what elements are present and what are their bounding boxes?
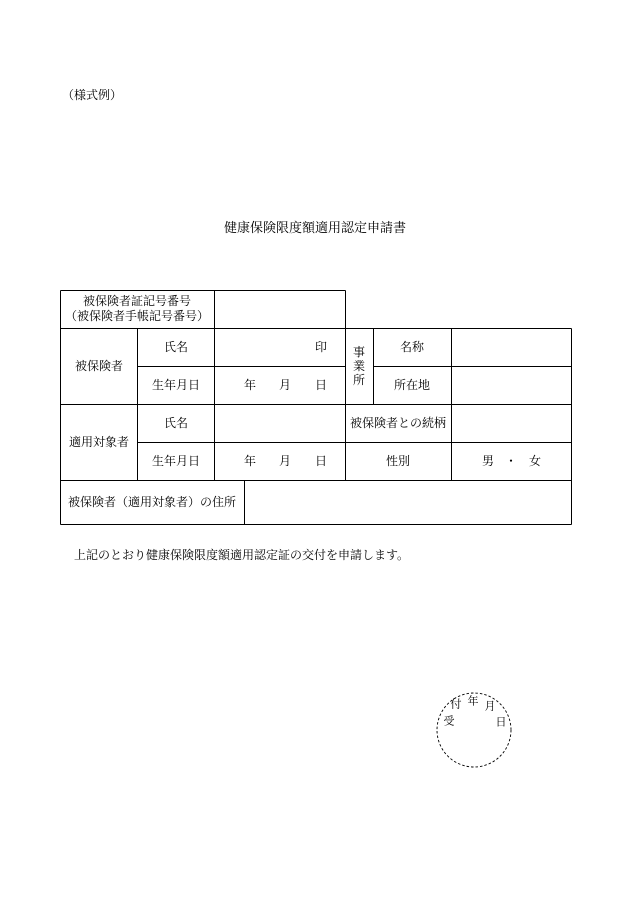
gender-male-option: 男 [481, 454, 495, 468]
card-number-label: 被保険者証記号番号 [82, 294, 192, 308]
insured-person-label: 被保険者 [74, 359, 124, 373]
address-label: 被保険者（適用対象者）の住所 [67, 495, 237, 509]
insured-birth-year-mark: 年 [243, 378, 257, 392]
insured-birth-month-mark: 月 [278, 378, 292, 392]
subject-name-label: 氏名 [163, 416, 189, 430]
receipt-stamp-month: 月 [484, 699, 496, 713]
application-statement: 上記のとおり健康保険限度額適用認定証の交付を申請します。 [74, 548, 410, 562]
office-label [353, 345, 365, 387]
receipt-stamp-left-char: 受 [443, 714, 455, 728]
receipt-stamp-top-char: 付 [450, 697, 462, 711]
insured-name-label: 氏名 [163, 340, 189, 354]
receipt-stamp-day: 日 [495, 715, 507, 729]
insured-birth-day-mark: 日 [314, 378, 328, 392]
insured-birthdate-label: 生年月日 [151, 378, 201, 392]
office-label-char-2: 業 [352, 359, 366, 373]
form-type-label: （様式例） [62, 88, 123, 102]
card-number-sublabel: （被保険者手帳記号番号） [64, 309, 210, 323]
subject-birth-day-mark: 日 [314, 454, 328, 468]
document-title: 健康保険限度額適用認定申請書 [223, 221, 406, 236]
relationship-label: 被保険者との続柄 [349, 416, 447, 430]
subject-birth-month-mark: 月 [278, 454, 292, 468]
office-label-char-3: 所 [352, 373, 366, 387]
gender-female-option: 女 [528, 454, 542, 468]
office-name-label: 名称 [399, 340, 425, 354]
gender-label: 性別 [385, 454, 411, 468]
subject-birth-year-mark: 年 [243, 454, 257, 468]
subject-person-label: 適用対象者 [68, 435, 130, 449]
office-address-label: 所在地 [393, 378, 431, 392]
receipt-stamp-year: 年 [467, 694, 479, 708]
subject-birthdate-label: 生年月日 [151, 454, 201, 468]
gender-separator: ・ [504, 454, 518, 468]
seal-mark: 印 [314, 340, 328, 354]
office-label-char-1: 事 [352, 345, 366, 359]
